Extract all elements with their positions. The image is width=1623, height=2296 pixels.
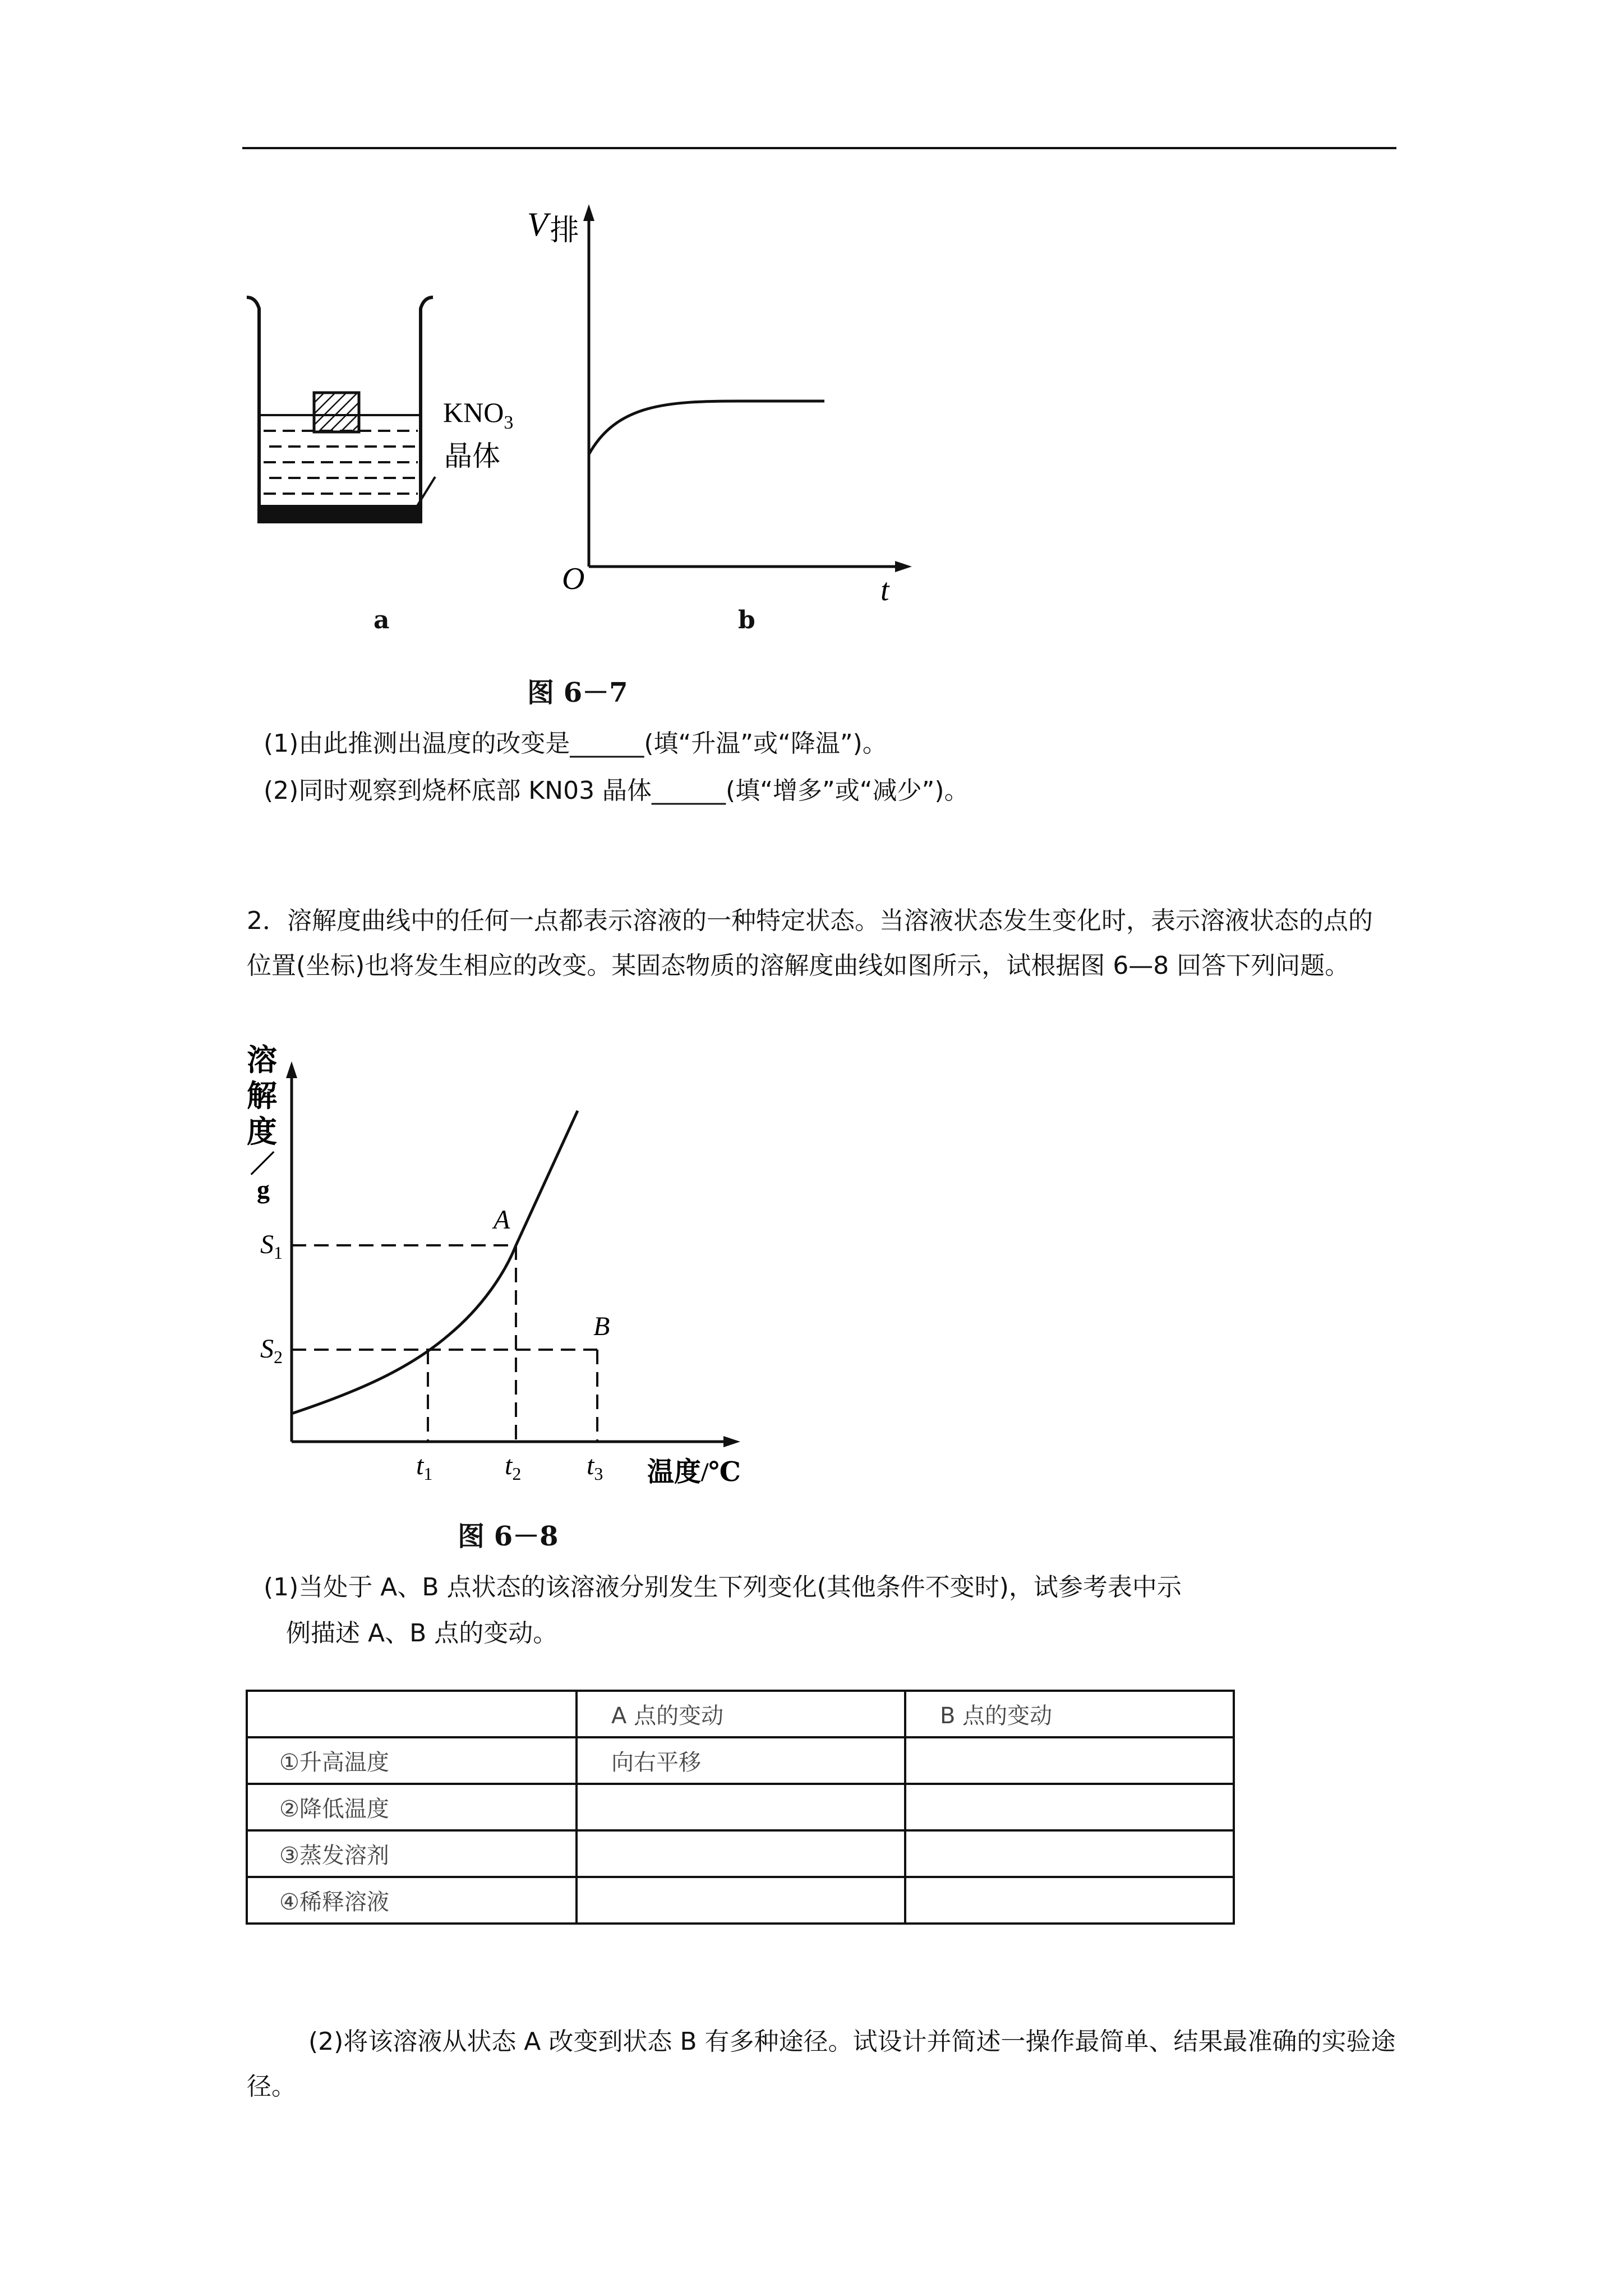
table-cell[interactable] [905,1737,1234,1784]
origin-label: O [562,562,585,596]
y-axis-label-3: 度 [247,1115,277,1149]
y-axis-arrow [583,204,594,221]
t3-label: $t_3$ [587,1451,603,1484]
x-label: t [880,573,889,608]
table-cell[interactable] [577,1830,905,1877]
point-b-label: B [593,1312,610,1341]
question-1-part-1: (1)由此推测出温度的改变是______(填“升温”或“降温”)。 [264,729,887,758]
table-cell[interactable] [905,1784,1234,1830]
table-cell: ①升高温度 [247,1737,577,1784]
table-cell: ④稀释溶液 [247,1877,577,1924]
y-axis-label-5: g [257,1175,270,1204]
table-cell[interactable] [577,1877,905,1924]
figure-6-7-caption: 图 6－7 [527,677,628,708]
y-axis-label-1: 溶 [247,1043,277,1077]
header-rule [242,147,1396,149]
answer-table [246,1690,1235,1925]
label-pointer [415,477,435,509]
x-axis-arrow [723,1436,740,1447]
kno3-label: $KNO_3$ [443,397,514,433]
table-row [247,1877,1234,1924]
table-header-cell: B 点的变动 [905,1691,1234,1737]
t2-label: $t_2$ [505,1451,522,1484]
water-lines [264,431,418,494]
point-a-label: A [494,1205,510,1235]
table-row [247,1784,1234,1830]
x-axis-arrow [895,561,912,572]
y-label: V排 [527,206,579,247]
table-cell: 向右平移 [577,1737,905,1784]
question-1-part-2: (2)同时观察到烧杯底部 KN03 晶体______(填“增多”或“减少”)。 [264,776,969,805]
panel-label-a: a [374,606,390,634]
solubility-graph [236,1038,774,1498]
table-header-cell: A 点的变动 [577,1691,905,1737]
volume-graph [516,196,942,611]
question-2-part-1-line-1: (1)当处于 A、B 点状态的该溶液分别发生下列变化(其他条件不变时)，试参考表中示 [264,1573,1182,1602]
s2-label: $S_2$ [260,1334,283,1367]
y-axis-label-4: ／ [250,1151,275,1178]
floating-block [314,393,359,432]
table-cell[interactable] [905,1830,1234,1877]
figure-6-8-caption: 图 6－8 [458,1521,559,1552]
table-row [247,1830,1234,1877]
t1-label: $t_1$ [416,1451,433,1484]
y-axis-label-2: 解 [247,1079,277,1113]
beaker-diagram [236,280,550,550]
table-cell[interactable] [577,1784,905,1830]
volume-curve [589,401,824,454]
table-header-row [247,1691,1234,1737]
table-cell: ②降低温度 [247,1784,577,1830]
table-cell[interactable] [905,1877,1234,1924]
question-2-intro: 2．溶解度曲线中的任何一点都表示溶液的一种特定状态。当溶液状态发生变化时，表示溶液状态的点的位置(坐标)也将发生相应的改变。某固态物质的溶解度曲线如图所示，试根据图 6—8 回答下列问题。 [247,907,1373,980]
table-row [247,1737,1234,1784]
y-axis-arrow [286,1061,297,1078]
table-header-cell [247,1691,577,1737]
kno3-crystals [260,505,419,521]
solubility-curve [292,1111,578,1414]
s1-label: $S_1$ [260,1230,283,1263]
table-cell: ③蒸发溶剂 [247,1830,577,1877]
panel-label-b: b [738,606,755,634]
guide-lines [292,1245,597,1442]
crystal-label: 晶体 [444,440,500,472]
x-axis-label: 温度/℃ [647,1457,741,1487]
question-2-part-2: (2)将该溶液从状态 A 改变到状态 B 有多种途径。试设计并简述一操作最简单、结果最准确的实验途径。 [247,2027,1396,2101]
question-2-part-1-line-2: 例描述 A、B 点的变动。 [286,1619,558,1648]
